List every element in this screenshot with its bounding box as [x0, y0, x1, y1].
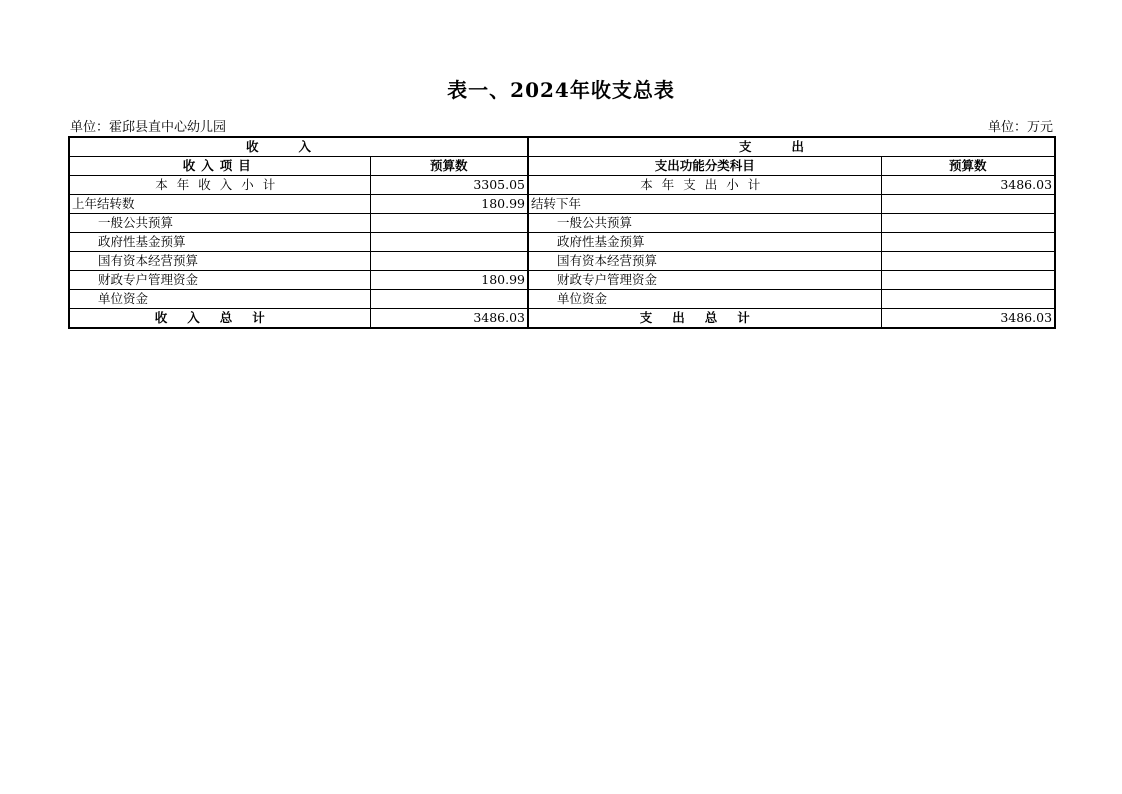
table-row: [69, 252, 1055, 271]
budget-summary-table: [68, 136, 1056, 329]
expense-item-cell: 国有资本经营预算: [528, 252, 881, 271]
income-item-cell: 单位资金: [69, 290, 370, 309]
unit-organization: 单位：霍邱县直中心幼儿园: [70, 120, 227, 135]
expense-value-cell: [881, 271, 1055, 290]
expense-total-label: 支出总计: [528, 309, 881, 329]
income-item-column-header: 收入项目: [69, 157, 370, 176]
table-row: [69, 176, 1055, 195]
income-total-value: 3486.03: [370, 309, 528, 329]
expense-value-cell: 3486.03: [881, 176, 1055, 195]
income-item-cell: 一般公共预算: [69, 214, 370, 233]
expense-item-column-header: 支出功能分类科目: [528, 157, 881, 176]
expense-item-cell: 单位资金: [528, 290, 881, 309]
table-row: [69, 195, 1055, 214]
expense-budget-column-header: 预算数: [881, 157, 1055, 176]
expense-value-cell: [881, 252, 1055, 271]
income-value-cell: [370, 233, 528, 252]
expense-value-cell: [881, 195, 1055, 214]
income-budget-column-header: 预算数: [370, 157, 528, 176]
unit-currency: 单位：万元: [987, 120, 1053, 135]
income-section-header: 收入: [69, 137, 528, 157]
expense-item-cell: 财政专户管理资金: [528, 271, 881, 290]
table-row: [69, 290, 1055, 309]
income-item-cell: 国有资本经营预算: [69, 252, 370, 271]
expense-value-cell: [881, 214, 1055, 233]
page-title: 表一、2024年收支总表: [447, 78, 675, 102]
income-item-cell: 政府性基金预算: [69, 233, 370, 252]
income-value-cell: 180.99: [370, 271, 528, 290]
table-row: [69, 233, 1055, 252]
income-item-cell: 本年收入小计: [69, 176, 370, 195]
income-value-cell: 180.99: [370, 195, 528, 214]
expense-item-cell: 政府性基金预算: [528, 233, 881, 252]
income-value-cell: [370, 252, 528, 271]
expense-total-value: 3486.03: [881, 309, 1055, 329]
table-row: [69, 214, 1055, 233]
table-row: [69, 271, 1055, 290]
expense-value-cell: [881, 233, 1055, 252]
income-item-cell: 上年结转数: [69, 195, 370, 214]
expense-item-cell: 结转下年: [528, 195, 881, 214]
income-total-label: 收入总计: [69, 309, 370, 329]
column-header-row: [69, 157, 1055, 176]
section-header-row: [69, 137, 1055, 157]
expense-value-cell: [881, 290, 1055, 309]
expense-item-cell: 本年支出小计: [528, 176, 881, 195]
income-item-cell: 财政专户管理资金: [69, 271, 370, 290]
expense-item-cell: 一般公共预算: [528, 214, 881, 233]
total-row: [69, 309, 1055, 329]
expense-section-header: 支出: [528, 137, 1055, 157]
income-value-cell: [370, 290, 528, 309]
unit-row: [70, 116, 1053, 134]
income-value-cell: [370, 214, 528, 233]
income-value-cell: 3305.05: [370, 176, 528, 195]
